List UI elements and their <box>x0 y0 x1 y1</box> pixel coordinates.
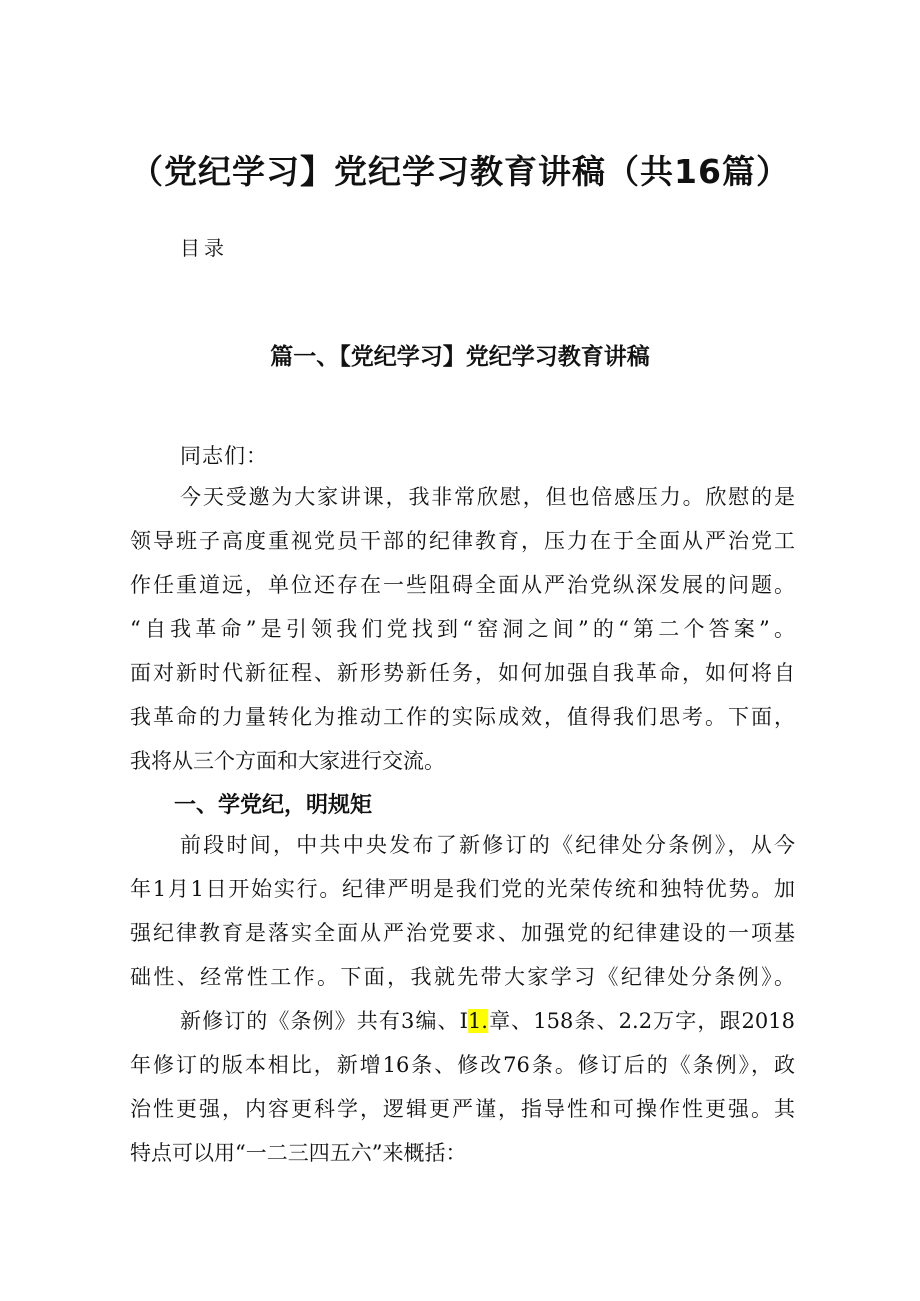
toc-label: 目录 <box>180 236 228 260</box>
highlighted-text: 1. <box>467 1009 488 1033</box>
paragraph-line: 今天受邀为大家讲课，我非常欣慰，但也倍感压力。欣慰的是 <box>180 485 795 509</box>
paragraph-line: 领导班子高度重视党员干部的纪律教育，压力在于全面从严治党工 <box>130 529 795 553</box>
paragraph-line: 面对新时代新征程、新形势新任务，如何加强自我革命，如何将自 <box>130 661 795 685</box>
document-title: （党纪学习】党纪学习教育讲稿（共16篇） <box>130 152 790 191</box>
paragraph-line: “自我革命”是引领我们党找到“窑洞之间”的“第二个答案”。 <box>130 617 795 641</box>
paragraph-line <box>180 1006 795 1036</box>
paragraph-line: 特点可以用“一二三四五六”来概括： <box>130 1141 467 1165</box>
section-title: 篇一、【党纪学习】党纪学习教育讲稿 <box>270 344 650 370</box>
line-text-after: 章、158条、2.2万字，跟2018 <box>487 1009 795 1033</box>
paragraph-line: 强纪律教育是落实全面从严治党要求、加强党的纪律建设的一项基 <box>130 921 795 945</box>
paragraph-line: 我将从三个方面和大家进行交流。 <box>130 749 445 773</box>
paragraph-line: 作任重道远，单位还存在一些阻碍全面从严治党纵深发展的问题。 <box>130 573 795 597</box>
paragraph-line: 我革命的力量转化为推动工作的实际成效，值得我们思考。下面， <box>130 705 795 729</box>
paragraph-line: 前段时间，中共中央发布了新修订的《纪律处分条例》，从今 <box>180 833 795 857</box>
section-heading: 一、学党纪，明规矩 <box>174 793 373 818</box>
paragraph-line: 年修订的版本相比，新增16条、修改76条。修订后的《条例》，政 <box>130 1053 795 1077</box>
greeting: 同志们： <box>180 444 268 468</box>
line-text-before: 新修订的《条例》共有3编、I <box>180 1009 468 1033</box>
paragraph-line: 年1月1日开始实行。纪律严明是我们党的光荣传统和独特优势。加 <box>130 877 795 901</box>
paragraph-line: 础性、经常性工作。下面，我就先带大家学习《纪律处分条例》。 <box>130 965 795 989</box>
paragraph-line: 治性更强，内容更科学，逻辑更严谨，指导性和可操作性更强。其 <box>130 1097 795 1121</box>
